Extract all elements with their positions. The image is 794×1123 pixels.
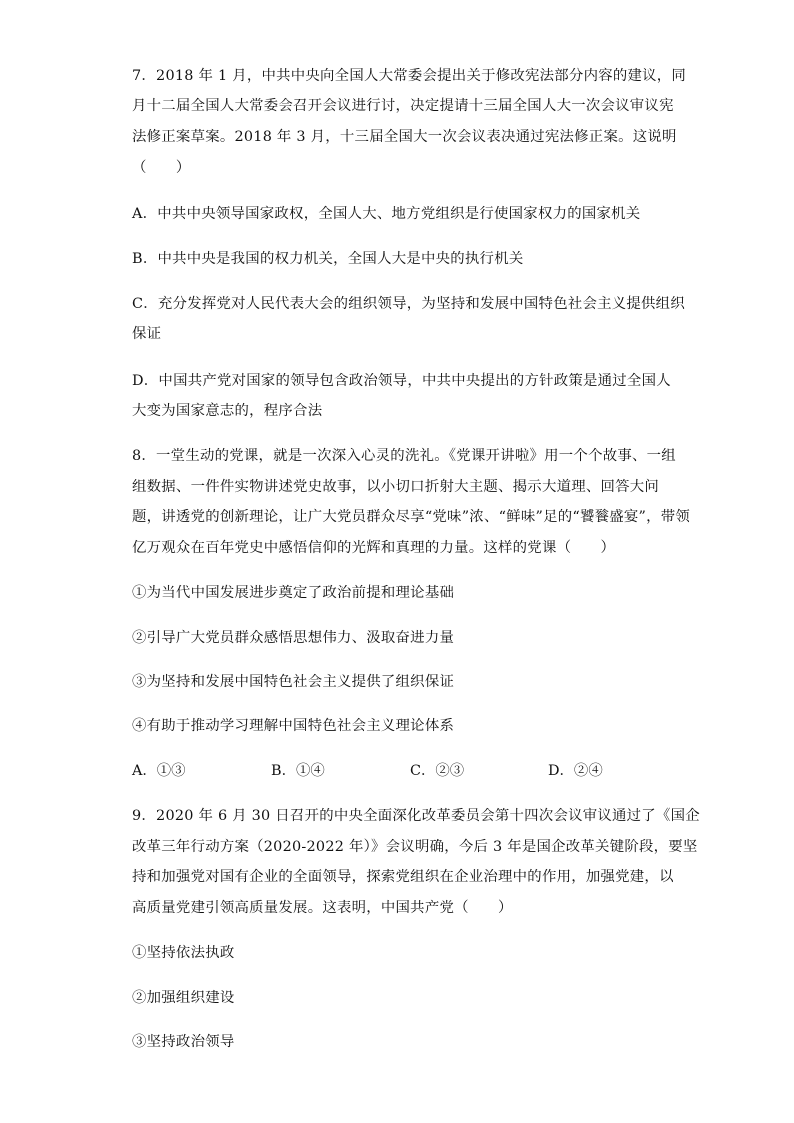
q8-item-2: ②引导广大党员群众感悟思想伟力、汲取奋进力量 [132,630,455,646]
q8-stem-line-2: 组数据、一件件实物讲述党史故事，以小切口折射大主题、揭示大道理、回答大问 [132,479,660,495]
q8-choice-b: B．①④ [271,763,325,779]
q7-option-d-line-1: D．中国共产党对国家的领导包含政治领导，中共中央提出的方针政策是通过全国人 [132,373,671,389]
q9-item-3: ③坚持政治领导 [132,1034,235,1050]
q8-stem-line-4: 亿万观众在百年党史中感悟信仰的光辉和真理的力量。这样的党课（ ） [132,540,616,556]
q8-item-1: ①为当代中国发展进步奠定了政治前提和理论基础 [132,585,455,601]
q8-stem-line-1: 8．一堂生动的党课，就是一次深入心灵的洗礼。《党课开讲啦》用一个个故事、一组 [132,448,676,464]
q8-item-4: ④有助于推动学习理解中国特色社会主义理论体系 [132,718,455,734]
q8-choice-a: A．①③ [132,763,186,779]
q9-stem-line-2: 改革三年行动方案（2020-2022 年）》会议明确，今后 3 年是国企改革关键阶段，要坚 [132,839,698,855]
q9-stem-line-1: 9．2020 年 6 月 30 日召开的中央全面深化改革委员会第十四次会议审议通过了《国企 [132,808,700,824]
q9-stem-line-4: 高质量党建引领高质量发展。这表明，中国共产党（ ） [132,900,513,916]
q8-choices [132,761,672,781]
q7-option-b: B．中共中央是我国的权力机关，全国人大是中央的执行机关 [132,251,524,267]
q8-stem-line-3: 题，讲透党的创新理论，让广大党员群众尽享“党味”浓、“鲜味”足的“饕餮盛宴”，带领 [132,509,691,525]
q7-stem-line-2: 月十二届全国人大常委会召开会议进行讨，决定提请十三届全国人大一次会议审议宪 [132,98,674,114]
q7-stem-line-3: 法修正案草案。2018 年 3 月，十三届全国大一次会议表决通过宪法修正案。这说明 [132,129,677,145]
q7-option-c-line-1: C．充分发挥党对人民代表大会的组织领导，为坚持和发展中国特色社会主义提供组织 [132,296,685,312]
q8-item-3: ③为坚持和发展中国特色社会主义提供了组织保证 [132,674,455,690]
q7-option-d-line-2: 大变为国家意志的，程序合法 [132,403,323,419]
q7-stem-line-4: （ ） [132,160,191,176]
q8-choice-d: D．②④ [548,763,603,779]
q8-choice-c: C．②③ [410,763,465,779]
q9-item-1: ①坚持依法执政 [132,945,235,961]
q9-stem-line-3: 持和加强党对国有企业的全面领导，探索党组织在企业治理中的作用，加强党建，以 [132,869,674,885]
q7-option-c-line-2: 保证 [132,326,162,342]
q7-option-a: A．中共中央领导国家政权，全国人大、地方党组织是行使国家权力的国家机关 [132,206,641,222]
q9-item-2: ②加强组织建设 [132,990,235,1006]
q7-stem-line-1: 7．2018 年 1 月，中共中央向全国人大常委会提出关于修改宪法部分内容的建议，同 [132,68,687,84]
